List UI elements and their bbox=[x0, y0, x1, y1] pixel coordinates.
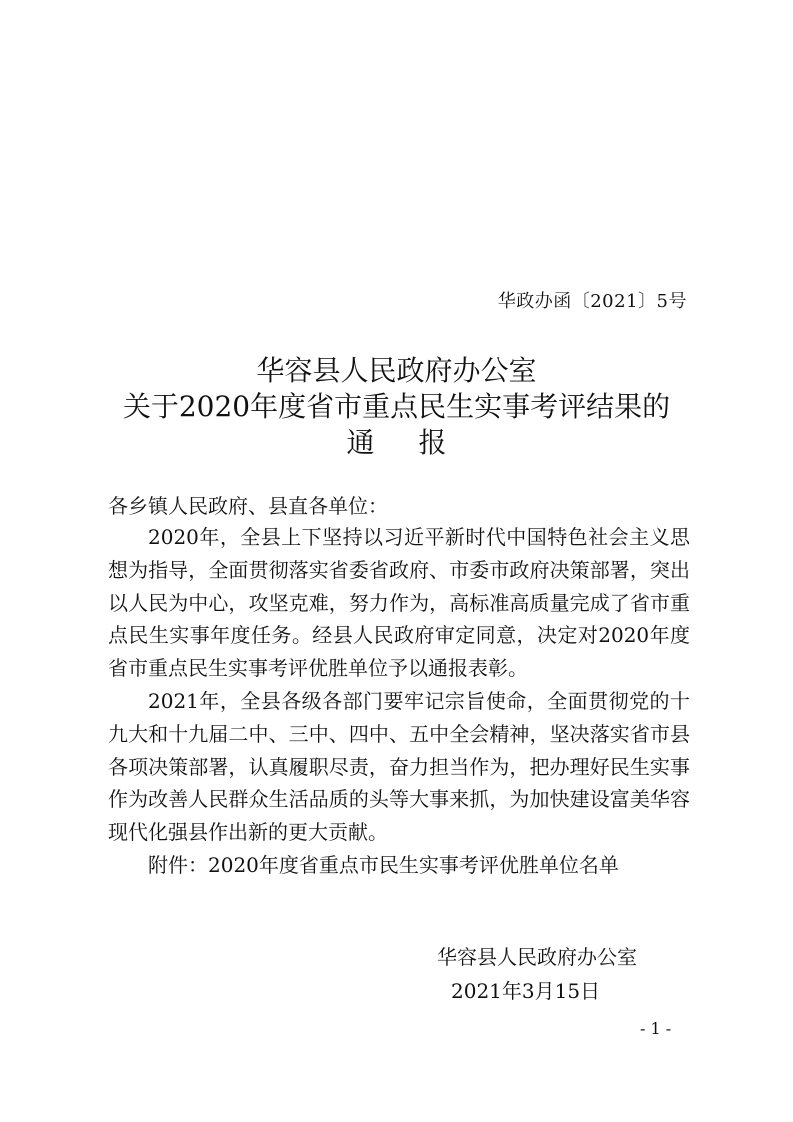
document-title bbox=[0, 353, 793, 461]
document-number: 华政办函〔2021〕5号 bbox=[497, 291, 687, 312]
page-number: - 1 - bbox=[640, 1019, 672, 1038]
paragraph-outlook: 2021年，全县各级各部门要牢记宗旨使命，全面贯彻党的十九大和十九届二中、三中、四中、五中全会精神，坚决落实省市县各项决策部署，认真履职尽责，奋力担当作为，把办理好民生实事作为改善人民群众生活品质的头等大事来抓，为加快建设富美华容现代化强县作出新的更大贡献。 bbox=[108, 688, 690, 845]
signature-issuer: 华容县人民政府办公室 bbox=[437, 945, 637, 969]
title-line-type: 通报 bbox=[346, 426, 491, 459]
title-line-subject: 关于2020年度省市重点民生实事考评结果的 bbox=[122, 390, 671, 423]
paragraph-attachment: 附件：2020年度省重点市民生实事考评优胜单位名单 bbox=[148, 852, 619, 877]
title-line-issuer: 华容县人民政府办公室 bbox=[256, 354, 537, 387]
signature-date: 2021年3月15日 bbox=[451, 979, 601, 1003]
document-body bbox=[108, 521, 690, 882]
paragraph-review: 2020年，全县上下坚持以习近平新时代中国特色社会主义思想为指导，全面贯彻落实省委省政府、市委市政府决策部署，突出以人民为中心，攻坚克难，努力作为，高标准高质量完成了省市重点民生实事年度任务。经县人民政府审定同意，决定对2020年度省市重点民生实事考评优胜单位予以通报表彰。 bbox=[108, 525, 690, 681]
salutation: 各乡镇人民政府、县直各单位： bbox=[108, 494, 388, 518]
signature-block bbox=[437, 940, 637, 1008]
